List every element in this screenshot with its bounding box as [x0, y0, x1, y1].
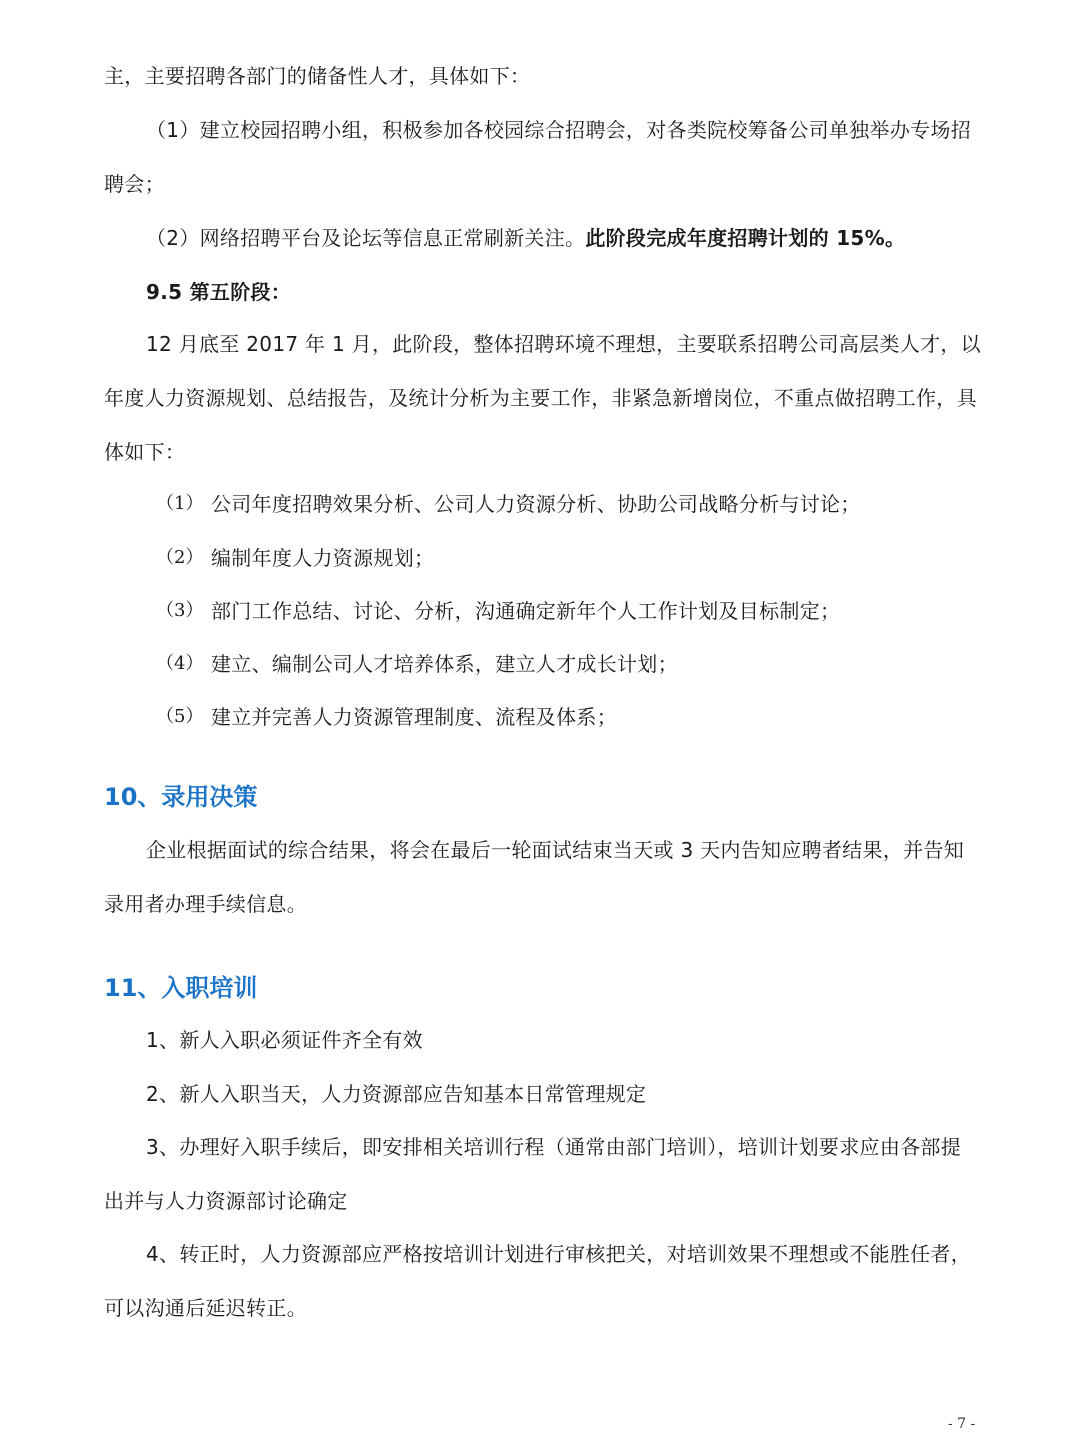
stage5-item-4-number: （4）	[156, 653, 204, 674]
section-11-item-4-line-1: 4、转正时，人力资源部应严格按培训计划进行审核把关，对培训效果不理想或不能胜任者，	[146, 1242, 972, 1266]
section-10-para-line-2: 录用者办理手续信息。	[104, 892, 307, 916]
stage5-para-line-2: 年度人力资源规划、总结报告，及统计分析为主要工作，非紧急新增岗位，不重点做招聘工作，具	[104, 386, 977, 410]
stage4-item-2-bold: 此阶段完成年度招聘计划的 15%。	[585, 226, 906, 250]
section-11-item-4-line-2: 可以沟通后延迟转正。	[104, 1296, 307, 1320]
stage4-item-2	[146, 224, 905, 252]
stage5-para-line-1: 12 月底至 2017 年 1 月，此阶段，整体招聘环境不理想，主要联系招聘公司高层类人才，以	[146, 332, 981, 356]
stage5-item-1-number: （1）	[156, 493, 204, 514]
intro-line: 主，主要招聘各部门的储备性人才，具体如下：	[104, 64, 531, 88]
section-11-item-1: 1、新人入职必须证件齐全有效	[146, 1028, 423, 1052]
section-11-heading: 11、入职培训	[104, 974, 258, 1002]
stage5-item-5-text: 建立并完善人力资源管理制度、流程及体系；	[211, 705, 617, 729]
section-11-item-2: 2、新人入职当天，人力资源部应告知基本日常管理规定	[146, 1082, 647, 1106]
stage5-item-5-number: （5）	[156, 706, 204, 727]
stage4-item-2-text: （2）网络招聘平台及论坛等信息正常刷新关注。	[146, 226, 586, 250]
section-11-item-3-line-2: 出并与人力资源部讨论确定	[104, 1189, 348, 1213]
stage5-item-1-text: 公司年度招聘效果分析、公司人力资源分析、协助公司战略分析与讨论；	[211, 492, 861, 516]
section-10-heading: 10、录用决策	[104, 783, 258, 811]
stage5-item-3-text: 部门工作总结、讨论、分析，沟通确定新年个人工作计划及目标制定；	[211, 599, 841, 623]
stage5-item-4-text: 建立、编制公司人才培养体系，建立人才成长计划；	[211, 652, 678, 676]
stage4-item-1-line-1: （1）建立校园招聘小组，积极参加各校园综合招聘会，对各类院校筹备公司单独举办专场招	[146, 118, 972, 142]
stage5-item-2-number: （2）	[156, 547, 204, 568]
stage5-heading: 9.5 第五阶段：	[146, 280, 292, 304]
section-10-para-line-1: 企业根据面试的综合结果，将会在最后一轮面试结束当天或 3 天内告知应聘者结果，并告知	[146, 838, 965, 862]
page-number: - 7 -	[948, 1416, 976, 1432]
stage5-para-line-3: 体如下：	[104, 440, 186, 464]
stage4-item-1-line-2: 聘会；	[104, 172, 165, 196]
stage5-item-3-number: （3）	[156, 600, 204, 621]
section-11-item-3-line-1: 3、办理好入职手续后，即安排相关培训行程（通常由部门培训），培训计划要求应由各部提	[146, 1135, 962, 1159]
stage5-item-2-text: 编制年度人力资源规划；	[211, 546, 435, 570]
